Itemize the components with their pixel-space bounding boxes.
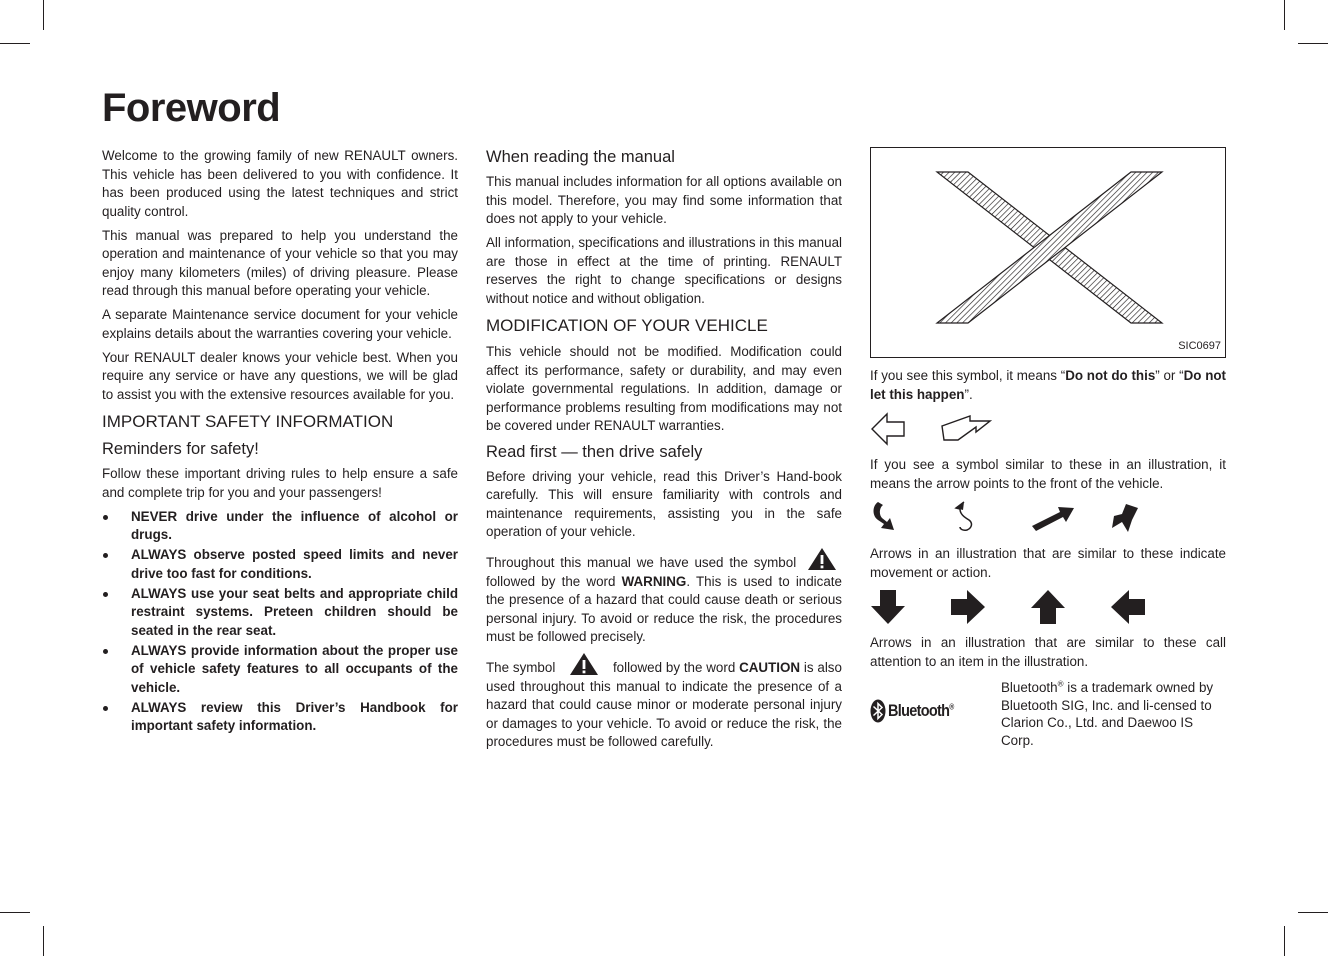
intro-paragraph: This manual was prepared to help you understand the operation and maintenance of your vehicle so that you may enjoy many kilometers (miles) of driving pleasure. Please read through this manual before operating your vehicle. [102, 227, 458, 298]
curved-arrow-down-icon [870, 500, 900, 536]
figure-label: SIC0697 [1178, 339, 1221, 352]
left-column [102, 147, 458, 737]
read-first-text: Before driving your vehicle, read this Driver’s Hand-book carefully. This will ensure familiarity with controls and maintenance requirements, assisting you in the safe operation of your vehicle. [486, 468, 842, 539]
curved-arrow-down-alt-icon [950, 500, 980, 536]
crop-mark [0, 912, 30, 913]
crop-mark [1298, 43, 1328, 44]
bluetooth-logo-icon [870, 679, 1001, 723]
modification-heading: MODIFICATION OF YOUR VEHICLE [486, 316, 768, 335]
crop-mark [1298, 912, 1328, 913]
reading-paragraph: This manual includes information for all options available on this model. Therefore, you may find some information that does not apply to your vehicle. [486, 174, 842, 226]
bluetooth-logo-text: Bluetooth® [888, 700, 954, 720]
safety-bullet: NEVER drive under the influence of alcohol or drugs. [102, 508, 458, 545]
safety-bullet: ALWAYS provide information about the proper use of vehicle safety features to all occupants of the vehicle. [102, 642, 458, 698]
front-arrow-text: If you see a symbol similar to these in an illustration, it means the arrow points to the front of the vehicle. [870, 457, 1226, 491]
front-arrow-outline-icon [870, 411, 906, 447]
cross-out-icon [871, 148, 1225, 357]
middle-column [486, 147, 842, 757]
bluetooth-row [870, 679, 1226, 749]
movement-arrow-row [870, 499, 1226, 537]
warning-triangle-icon [802, 547, 842, 571]
crop-mark [43, 926, 44, 956]
reading-heading: When reading the manual [486, 148, 675, 166]
bent-arrow-icon [1110, 502, 1140, 534]
reading-paragraph: All information, specifications and illustrations in this manual are those in effect at the time of printing. RENAULT reserves the right to change specifications or designs without notice and without obligation. [486, 235, 842, 306]
attention-arrow-row [870, 588, 1226, 626]
intro-paragraph: A separate Maintenance service document for your vehicle explains details about the warranties covering your vehicle. [102, 307, 458, 341]
arrow-down-icon [870, 589, 906, 625]
caution-paragraph: The symbol followed by the word CAUTION is also used throughout this manual to indicate the presence of a hazard that could cause minor or moderate personal injury or damages to your vehicle. To avoid or reduce the risk, the procedures must be followed carefully. [486, 652, 842, 752]
modification-text: This vehicle should not be modified. Modification could affect its performance, safety or durability, and may even violate governmental regulations. In addition, damage or performance problems resulting from modifications may not be covered under RENAULT warranties. [486, 344, 842, 433]
crop-mark [1284, 0, 1285, 30]
do-not-figure [870, 147, 1226, 358]
diagonal-arrow-icon [1030, 504, 1076, 532]
right-column [870, 147, 1226, 749]
safety-bullet: ALWAYS use your seat belts and appropriate child restraint systems. Preteen children should be seated in the rear seat. [102, 585, 458, 641]
front-arrow-row [870, 410, 1226, 448]
arrow-up-icon [1030, 589, 1066, 625]
symbol-explanation: If you see this symbol, it means “Do not do this” or “Do not let this happen”. [870, 368, 1227, 402]
read-first-heading: Read first — then drive safely [486, 442, 703, 461]
intro-paragraph: Your RENAULT dealer knows your vehicle best. When you require any service or have any questions, we will be glad to assist you with the extensive resources available for you. [102, 349, 458, 402]
warning-paragraph: Throughout this manual we have used the symbol followed by the word WARNING. This is used to indicate the presence of a hazard that could cause death or serious personal injury. To avoid or reduce the risk, the procedures must be followed precisely. [486, 547, 842, 647]
bluetooth-rune-icon [870, 699, 886, 723]
arrow-left-icon [1110, 589, 1146, 625]
safety-bullet: ALWAYS observe posted speed limits and never drive too fast for conditions. [102, 546, 458, 583]
crop-mark [1284, 926, 1285, 956]
reminders-text: Follow these important driving rules to help ensure a safe and complete trip for you and your passengers! [102, 466, 458, 500]
safety-heading: IMPORTANT SAFETY INFORMATION [102, 412, 394, 431]
warning-triangle-icon [559, 652, 609, 676]
safety-bullet-list [102, 508, 458, 736]
reminders-heading: Reminders for safety! [102, 440, 259, 458]
front-arrow-hand-icon [940, 414, 992, 444]
crop-mark [0, 43, 30, 44]
arrow-right-icon [950, 589, 986, 625]
movement-text: Arrows in an illustration that are similar to these indicate movement or action. [870, 546, 1226, 580]
crop-mark [43, 0, 44, 30]
safety-bullet: ALWAYS review this Driver’s Handbook for important safety information. [102, 699, 458, 736]
intro-paragraph: Welcome to the growing family of new RENAULT owners. This vehicle has been delivered to you with confidence. It has been produced using the latest techniques and strict quality control. [102, 148, 458, 219]
attention-text: Arrows in an illustration that are similar to these call attention to an item in the illustration. [870, 635, 1226, 669]
page-title: Foreword [102, 86, 281, 130]
bluetooth-trademark-text: Bluetooth® is a trademark owned by Bluetooth SIG, Inc. and li-censed to Clarion Co., Ltd. and Daewoo IS Corp. [1001, 679, 1214, 748]
